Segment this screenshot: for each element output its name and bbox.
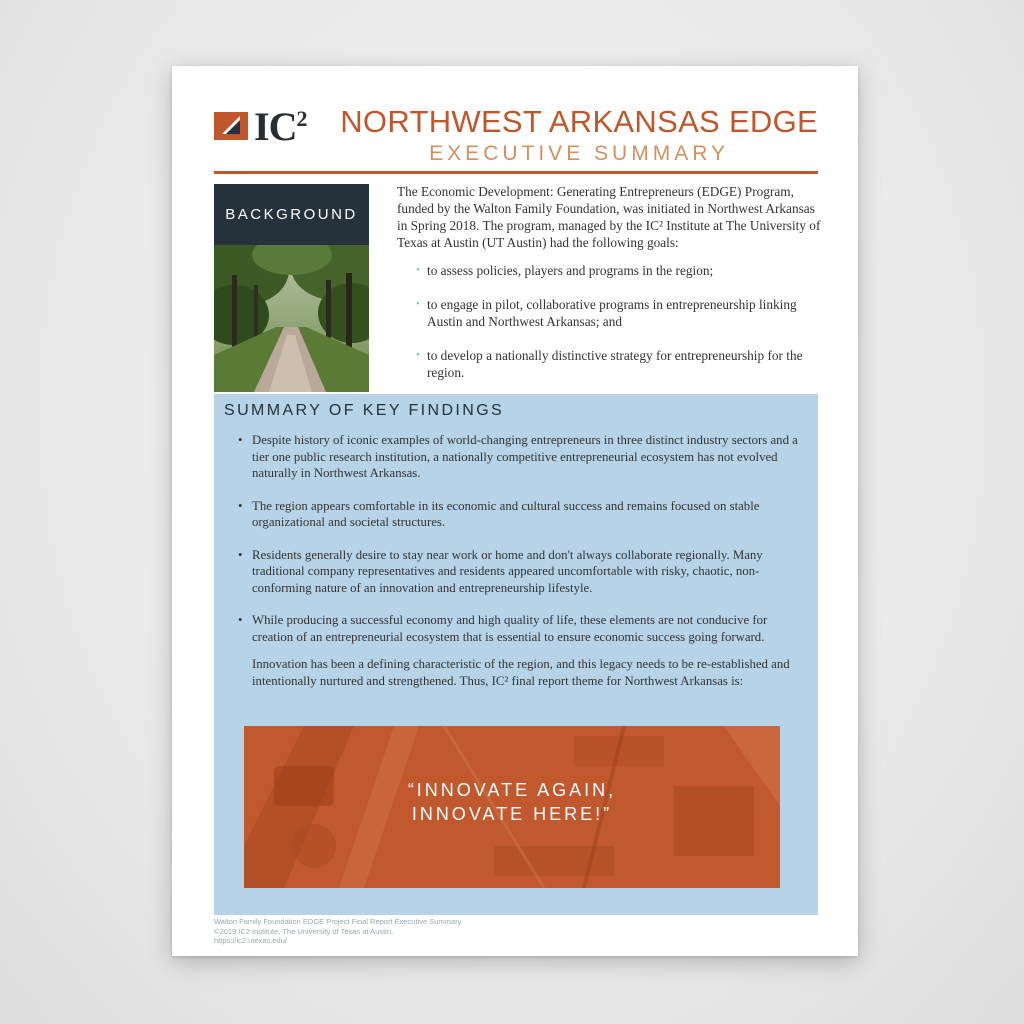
bullet-icon: • (416, 298, 420, 310)
bullet-icon: • (238, 547, 243, 562)
findings-heading: SUMMARY OF KEY FINDINGS (224, 402, 505, 419)
bullet-icon: • (238, 613, 243, 627)
bullet-icon: • (238, 498, 243, 513)
findings-closing: Innovation has been a defining characteristic of the region, and this legacy needs to be re-established and intentionally nurtured and strengthened. Thus, IC² final report theme for Northwest Arkansas is: (252, 657, 790, 688)
goals-list (416, 262, 824, 398)
logo-text: $IC^2$ (254, 104, 307, 149)
ic2-logo (214, 104, 334, 149)
bullet-icon: • (416, 349, 420, 361)
footer-line: Walton Family Foundation EDGE Project Final Report Executive Summary (214, 917, 462, 926)
list-item: • Despite history of iconic examples of world-changing entrepreneurs in three distinct industry sectors and a tier one public research institution, a nationally competitive entrepreneurial ecosystem has not evolved naturally in Northwest Arkansas. (238, 433, 798, 480)
theme-banner (244, 726, 780, 888)
list-item: • to assess policies, players and programs in the region; (416, 263, 714, 278)
page-subtitle: EXECUTIVE SUMMARY (429, 142, 729, 165)
background-label: BACKGROUND (214, 184, 369, 245)
bullet-icon: • (416, 264, 420, 276)
findings-list (238, 432, 798, 661)
banner-quote: “INNOVATE AGAIN, INNOVATE HERE!” (407, 780, 617, 824)
key-findings-panel (214, 394, 818, 915)
list-item: • to develop a nationally distinctive strategy for entrepreneurship for the region. (416, 348, 803, 380)
bullet-icon: • (238, 433, 243, 447)
document-page (172, 66, 858, 956)
logo-mark-icon (214, 112, 248, 140)
list-item: • The region appears comfortable in its economic and cultural success and remains focused on stable organizational and societal structures. (238, 498, 760, 529)
list-item: • While producing a successful economy and high quality of life, these elements are not conducive for creation of an entrepreneurial ecosystem that is essential to ensure economic success going forward. (238, 613, 768, 644)
page-title: NORTHWEST ARKANSAS EDGE (340, 104, 818, 139)
background-intro: The Economic Development: Generating Entrepreneurs (EDGE) Program, funded by the Walton Family Foundation, was initiated in Northwest Arkansas in Spring 2018. The program, managed by the IC² Institute at The University of Texas at Austin (UT Austin) had the following goals: (397, 184, 821, 250)
footer-line: ©2019 IC2 Institute, The University of Texas at Austin, (214, 926, 394, 936)
list-item: • to engage in pilot, collaborative programs in entrepreneurship linking Austin and Northwest Arkansas; and (416, 297, 797, 329)
list-item: • Residents generally desire to stay near work or home and don't always collaborate regionally. Many traditional company representatives and residents appeared uncomfortable with risky, chaotic, non-conforming nature of an innovation and entrepreneurship lifestyle. (238, 547, 763, 595)
header-divider (214, 171, 818, 174)
footer (214, 917, 614, 946)
background-panel (214, 184, 369, 392)
tree-lined-path-photo (214, 245, 369, 392)
footer-link[interactable]: https://ic2.utexas.edu/ (214, 936, 287, 945)
